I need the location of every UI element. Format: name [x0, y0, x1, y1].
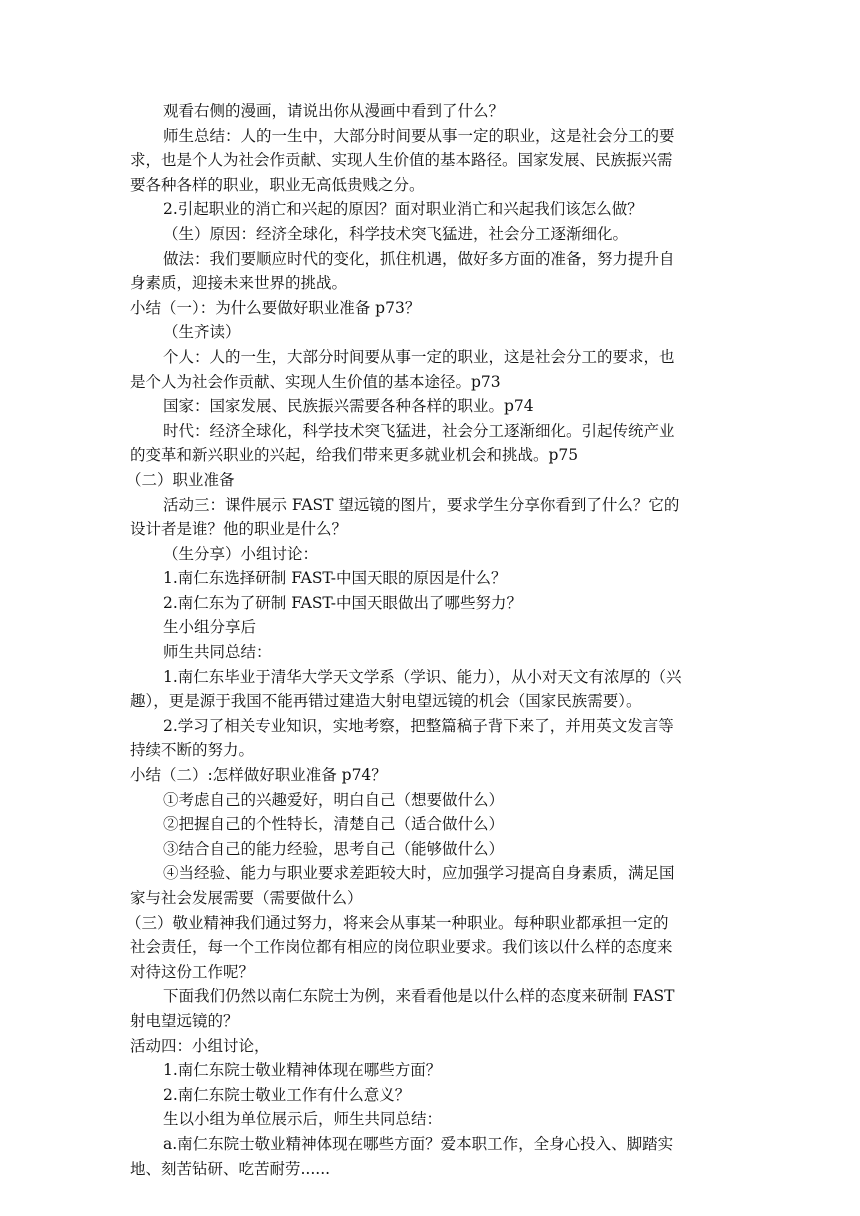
- text-line: 1.南仁东毕业于清华大学天文学系（学识、能力），从小对天文有浓厚的（兴: [163, 667, 682, 686]
- text-line: 下面我们仍然以南仁东院士为例，来看看他是以什么样的态度来研制 FAST: [163, 987, 675, 1006]
- text-line: 社会责任，每一个工作岗位都有相应的岗位职业要求。我们该以什么样的态度来: [130, 938, 673, 957]
- text-line: （生齐读）: [163, 323, 241, 342]
- text-line: 2.南仁东院士敬业工作有什么意义？: [163, 1085, 411, 1104]
- text-line: 持续不断的努力。: [130, 741, 255, 760]
- text-line: 时代：经济全球化，科学技术突飞猛进，社会分工逐渐细化。引起传统产业: [163, 421, 675, 440]
- text-line: 要各种各样的职业，职业无高低贵贱之分。: [130, 175, 425, 194]
- text-line: 2.学习了相关专业知识，实地考察，把整篇稿子背下来了，并用英文发言等: [163, 716, 674, 735]
- text-line: 身素质，迎接未来世界的挑战。: [130, 274, 348, 293]
- document-body: [0, 99, 860, 1181]
- text-line: 生小组分享后: [163, 618, 257, 637]
- text-line: 求，也是个人为社会作贡献、实现人生价值的基本路径。国家发展、民族振兴需: [130, 151, 673, 170]
- text-line: 做法：我们要顺应时代的变化，抓住机遇，做好多方面的准备，努力提升自: [163, 249, 675, 268]
- text-line: 是个人为社会作贡献、实现人生价值的基本途径。p73: [130, 372, 501, 391]
- text-line: 地、刻苦钻研、吃苦耐劳......: [130, 1159, 331, 1178]
- section-heading: （三）敬业精神我们通过努力，将来会从事某一种职业。每种职业都承担一定的: [126, 913, 669, 932]
- text-line: 1.南仁东选择研制 FAST-中国天眼的原因是什么？: [163, 569, 507, 588]
- text-line: ④当经验、能力与职业要求差距较大时，应加强学习提高自身素质，满足国: [163, 864, 675, 883]
- text-line: 设计者是谁？他的职业是什么？: [130, 520, 348, 539]
- text-line: 个人：人的一生，大部分时间要从事一定的职业，这是社会分工的要求，也: [163, 347, 675, 366]
- text-line: ②把握自己的个性特长，清楚自己（适合做什么）: [163, 815, 505, 834]
- text-line: 活动三：课件展示 FAST 望远镜的图片，要求学生分享你看到了什么？它的: [163, 495, 680, 514]
- text-line: a.南仁东院士敬业精神体现在哪些方面？爱本职工作，全身心投入、脚踏实: [163, 1134, 674, 1153]
- text-line: 射电望远镜的？: [130, 1011, 239, 1030]
- text-line: 2.引起职业的消亡和兴起的原因？面对职业消亡和兴起我们该怎么做？: [163, 200, 643, 219]
- section-heading: 活动四：小组讨论，: [130, 1036, 270, 1055]
- section-heading: 小结（二）:怎样做好职业准备 p74？: [130, 766, 387, 785]
- text-line: 的变革和新兴职业的兴起，给我们带来更多就业机会和挑战。p75: [130, 446, 579, 465]
- text-line: （生分享）小组讨论：: [163, 544, 319, 563]
- text-line: 对待这份工作呢？: [130, 962, 255, 981]
- text-line: ③结合自己的能力经验，思考自己（能够做什么）: [163, 839, 505, 858]
- text-line: 1.南仁东院士敬业精神体现在哪些方面？: [163, 1061, 442, 1080]
- text-line: ①考虑自己的兴趣爱好，明白自己（想要做什么）: [163, 790, 505, 809]
- text-line: 生以小组为单位展示后，师生共同总结：: [163, 1110, 443, 1129]
- text-line: 趣），更是源于我国不能再错过建造大射电望远镜的机会（国家民族需要）。: [130, 692, 642, 711]
- text-line: 2.南仁东为了研制 FAST-中国天眼做出了哪些努力？: [163, 593, 523, 612]
- text-line: 国家：国家发展、民族振兴需要各种各样的职业。p74: [163, 397, 534, 416]
- text-line: 家与社会发展需要（需要做什么）: [130, 889, 363, 907]
- text-line: 师生总结：人的一生中，大部分时间要从事一定的职业，这是社会分工的要: [163, 126, 675, 145]
- text-line: 师生共同总结：: [163, 643, 272, 662]
- section-heading: （二）职业准备: [126, 470, 235, 489]
- section-heading: 小结（一）：为什么要做好职业准备 p73？: [130, 298, 421, 317]
- text-line: 观看右侧的漫画，请说出你从漫画中看到了什么？: [163, 102, 505, 120]
- text-line: （生）原因：经济全球化，科学技术突飞猛进，社会分工逐渐细化。: [163, 224, 629, 243]
